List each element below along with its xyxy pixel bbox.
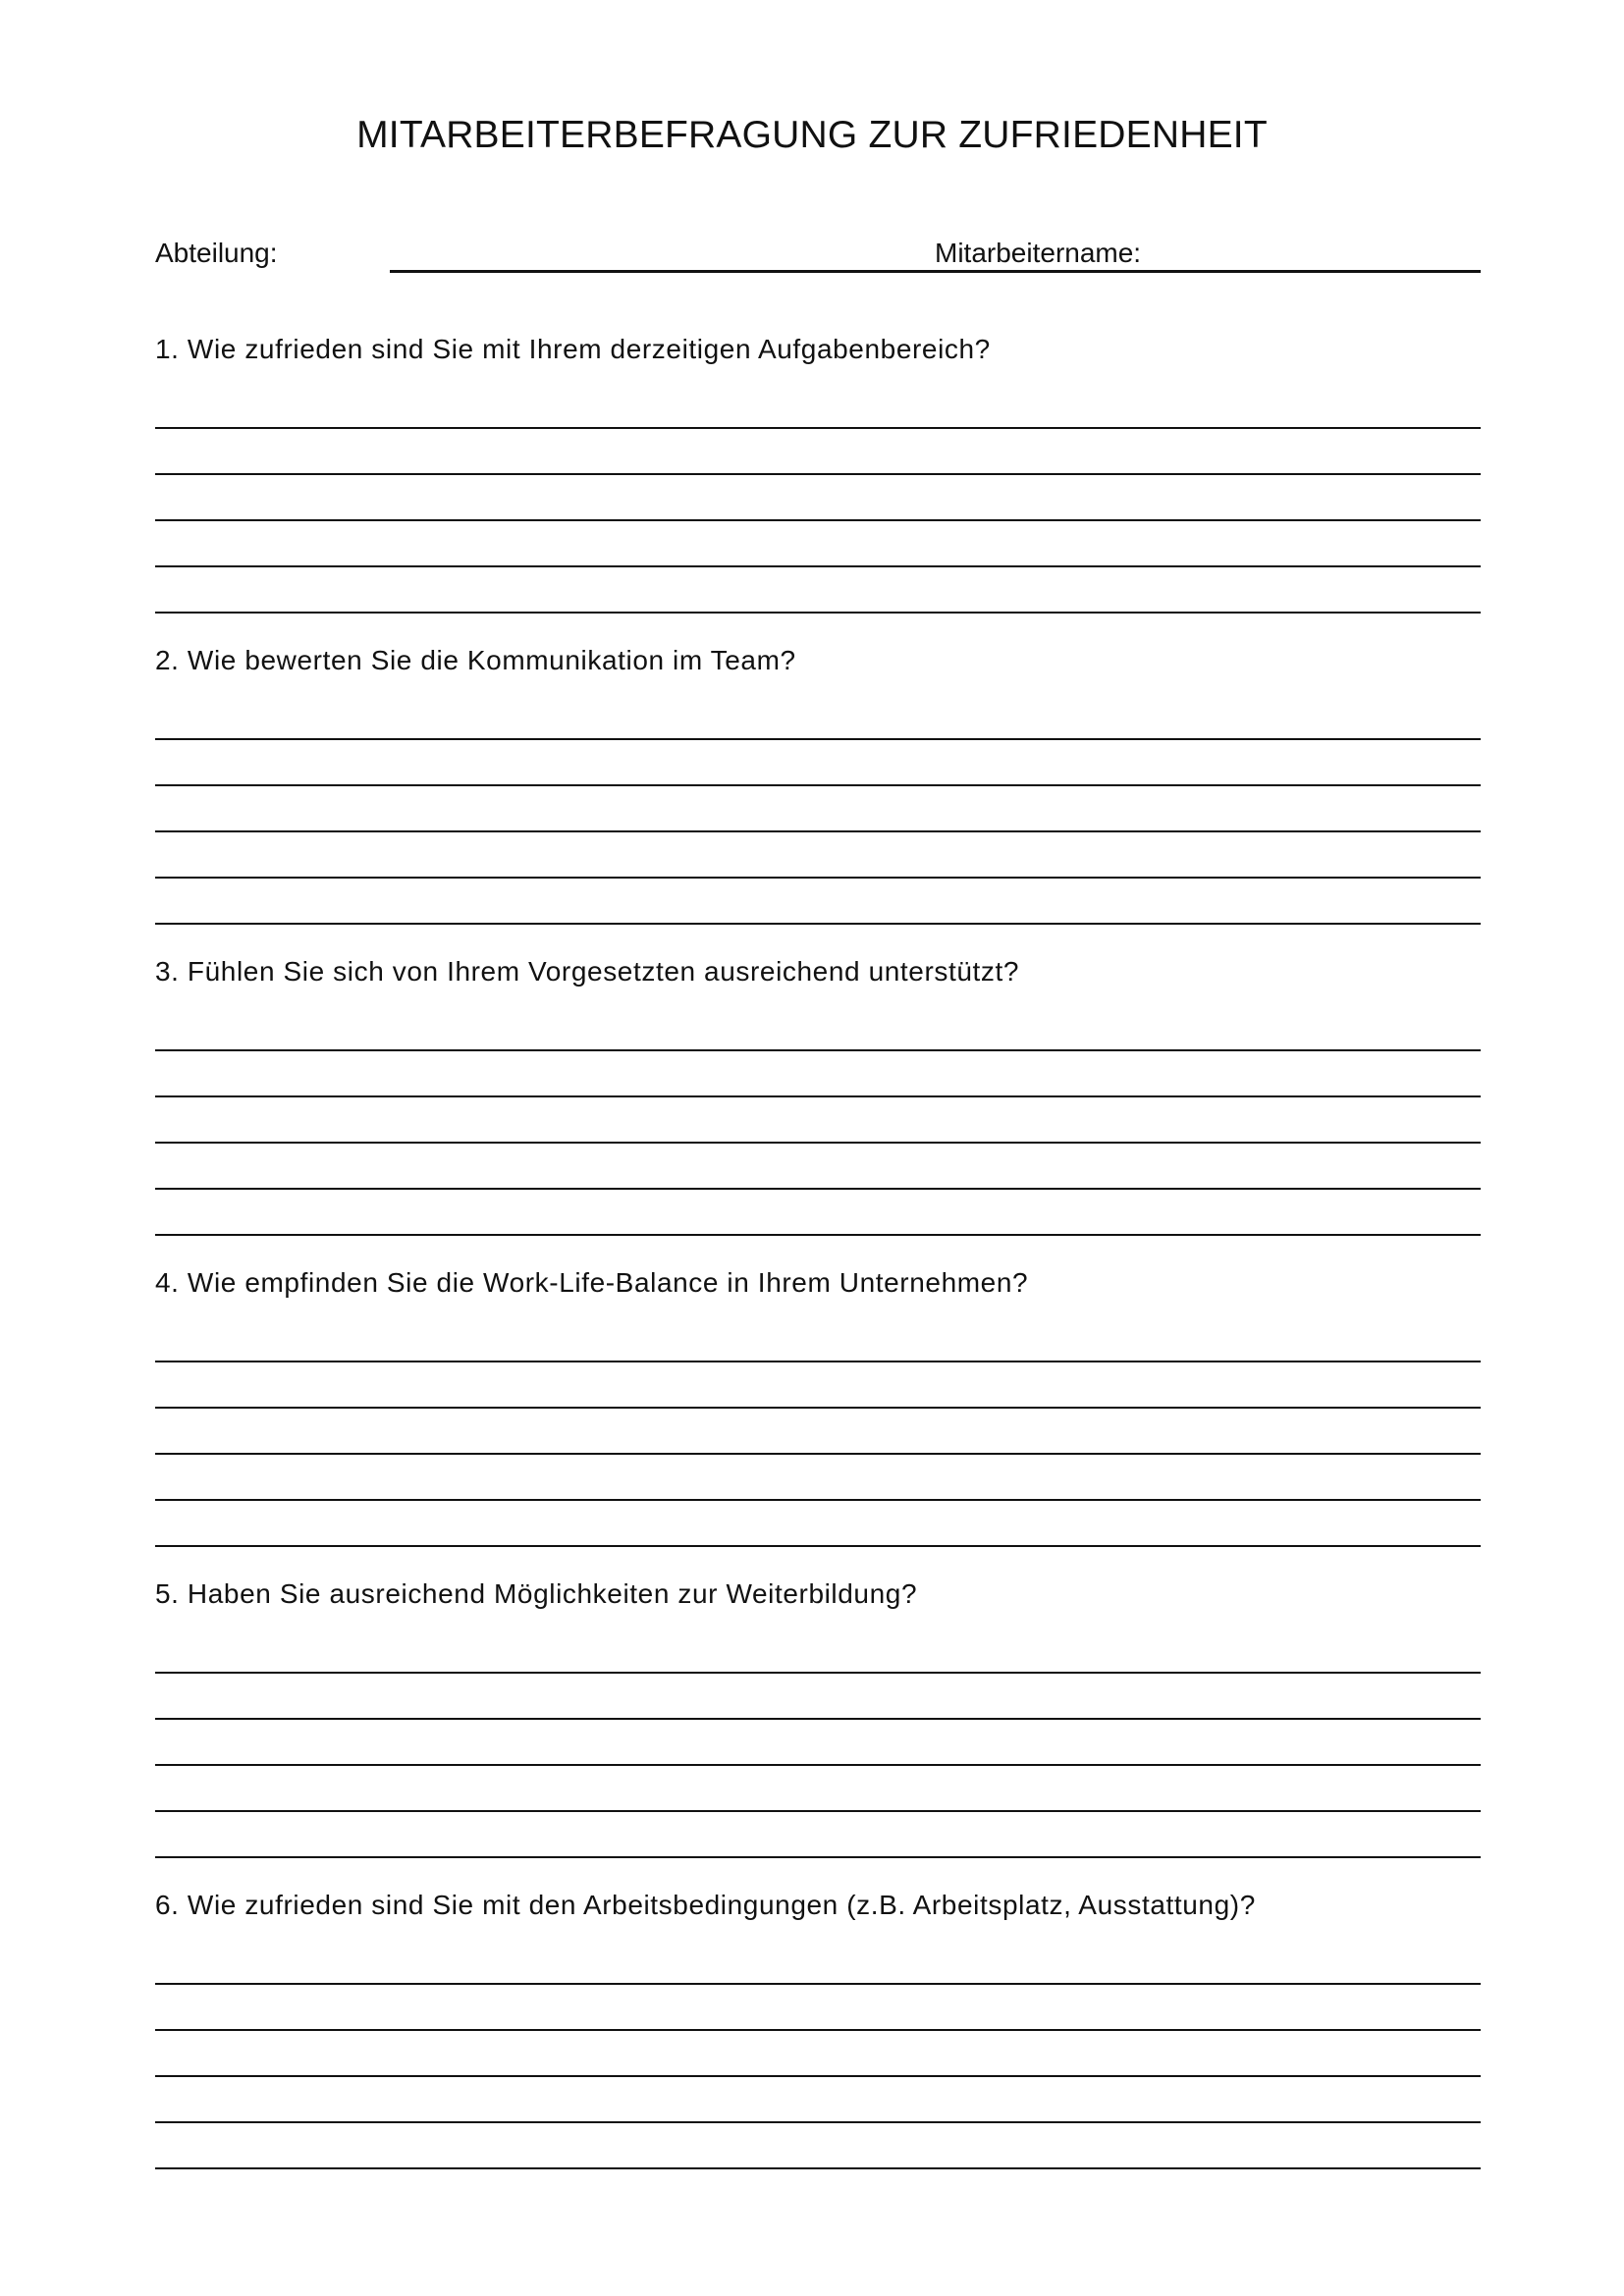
answer-line[interactable] bbox=[155, 1095, 1481, 1097]
answer-line[interactable] bbox=[155, 2167, 1481, 2169]
answer-line[interactable] bbox=[155, 738, 1481, 740]
answer-line[interactable] bbox=[155, 2075, 1481, 2077]
answer-line[interactable] bbox=[155, 830, 1481, 832]
answer-line[interactable] bbox=[155, 784, 1481, 786]
question-3: 3. Fühlen Sie sich von Ihrem Vorgesetzten ausreichend unterstützt? bbox=[155, 956, 1020, 987]
answer-line[interactable] bbox=[155, 2029, 1481, 2031]
answer-line[interactable] bbox=[155, 1453, 1481, 1455]
answer-line[interactable] bbox=[155, 565, 1481, 567]
answer-line[interactable] bbox=[155, 1672, 1481, 1674]
answer-line[interactable] bbox=[155, 923, 1481, 925]
answer-line[interactable] bbox=[155, 1810, 1481, 1812]
answer-line[interactable] bbox=[155, 1234, 1481, 1236]
answer-line[interactable] bbox=[155, 612, 1481, 614]
question-5: 5. Haben Sie ausreichend Möglichkeiten zur Weiterbildung? bbox=[155, 1578, 918, 1609]
question-4: 4. Wie empfinden Sie die Work-Life-Balance in Ihrem Unternehmen? bbox=[155, 1267, 1029, 1298]
page-title: MITARBEITERBEFRAGUNG ZUR ZUFRIEDENHEIT bbox=[356, 114, 1268, 156]
answer-line[interactable] bbox=[155, 1361, 1481, 1362]
answer-line[interactable] bbox=[155, 1856, 1481, 1858]
answer-line[interactable] bbox=[155, 473, 1481, 475]
answer-line[interactable] bbox=[155, 2121, 1481, 2123]
answer-line[interactable] bbox=[155, 1718, 1481, 1720]
department-label: Abteilung: bbox=[155, 238, 278, 268]
answer-line[interactable] bbox=[155, 1142, 1481, 1144]
answer-line[interactable] bbox=[155, 1764, 1481, 1766]
answer-line[interactable] bbox=[155, 877, 1481, 879]
answer-line[interactable] bbox=[155, 1407, 1481, 1409]
question-2: 2. Wie bewerten Sie die Kommunikation im Team? bbox=[155, 645, 796, 675]
answer-line[interactable] bbox=[155, 1983, 1481, 1985]
answer-line[interactable] bbox=[155, 519, 1481, 521]
answer-line[interactable] bbox=[155, 427, 1481, 429]
question-6: 6. Wie zufrieden sind Sie mit den Arbeitsbedingungen (z.B. Arbeitsplatz, Ausstattung)? bbox=[155, 1890, 1256, 1920]
answer-line[interactable] bbox=[155, 1545, 1481, 1547]
answer-line[interactable] bbox=[155, 1049, 1481, 1051]
question-1: 1. Wie zufrieden sind Sie mit Ihrem derzeitigen Aufgabenbereich? bbox=[155, 334, 991, 364]
answer-line[interactable] bbox=[155, 1499, 1481, 1501]
employee-name-label: Mitarbeitername: bbox=[935, 238, 1142, 268]
header-fill-line[interactable] bbox=[390, 270, 1481, 273]
answer-line[interactable] bbox=[155, 1188, 1481, 1190]
